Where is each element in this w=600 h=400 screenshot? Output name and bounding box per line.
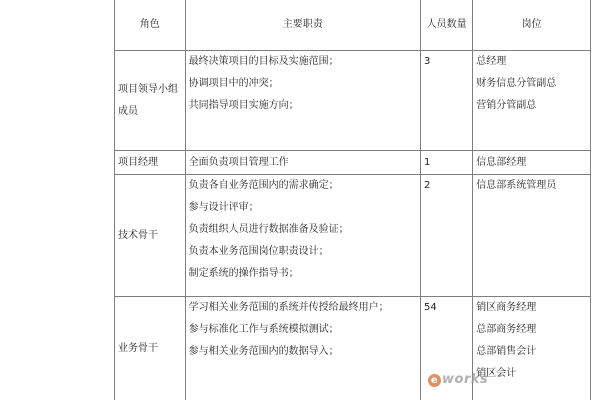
table-row xyxy=(115,51,591,151)
role-cell: 项目领导小组成员 xyxy=(115,51,186,151)
table-row xyxy=(115,151,591,175)
position-line: 销区商务经理 xyxy=(476,302,537,313)
duty-cell xyxy=(185,51,420,151)
duty-cell xyxy=(185,175,420,297)
duty-line: 参与设计评审； xyxy=(188,202,259,213)
duty-line: 最终决策项目的目标及实施范围； xyxy=(188,56,339,67)
header-position: 岗位 xyxy=(473,0,591,51)
header-row xyxy=(115,0,591,51)
duty-cell xyxy=(185,297,420,400)
header-role: 角色 xyxy=(115,0,186,51)
duty-line: 制定系统的操作指导书； xyxy=(188,268,299,279)
position-line: 总部商务经理 xyxy=(476,324,537,335)
duty-line: 参与标准化工作与系统模拟测试； xyxy=(188,324,339,335)
watermark-logo xyxy=(428,372,488,387)
position-cell xyxy=(473,175,591,297)
table-row xyxy=(115,175,591,297)
count-cell: 2 xyxy=(420,175,472,297)
position-line: 财务信息分管副总 xyxy=(476,78,557,89)
position-line: 总部销售会计 xyxy=(476,346,537,357)
duty-line: 负责本业务范围岗位职责设计； xyxy=(188,246,329,257)
position-line: 信息部系统管理员 xyxy=(476,180,557,191)
watermark-badge: e xyxy=(428,374,441,387)
position-line: 总经理 xyxy=(476,56,507,67)
count-cell: 3 xyxy=(420,51,472,151)
position-line: 营销分管副总 xyxy=(476,100,537,111)
header-count: 人员数量 xyxy=(420,0,472,51)
watermark-text: works xyxy=(442,372,489,387)
duty-line: 负责组织人员进行数据准备及验证； xyxy=(188,224,349,235)
table-row xyxy=(115,297,591,400)
count-cell: 54 xyxy=(420,297,472,400)
duty-line: 参与相关业务范围内的数据导入； xyxy=(188,346,339,357)
header-duty: 主要职责 xyxy=(185,0,420,51)
responsibility-table xyxy=(114,0,591,400)
role-cell: 项目经理 xyxy=(115,151,186,175)
duty-line: 学习相关业务范围的系统并传授给最终用户； xyxy=(188,302,389,313)
role-cell: 技术骨干 xyxy=(115,175,186,297)
position-cell xyxy=(473,51,591,151)
position-line: 信息部经理 xyxy=(476,156,527,168)
count-cell: 1 xyxy=(420,151,472,175)
position-line: 销区会计 xyxy=(476,368,517,379)
duty-line: 负责各自业务范围内的需求确定； xyxy=(188,180,339,191)
position-cell xyxy=(473,297,591,400)
duty-line: 全面负责项目管理工作 xyxy=(188,156,289,168)
role-cell: 业务骨干 xyxy=(115,297,186,400)
position-cell xyxy=(473,151,591,175)
duty-cell xyxy=(185,151,420,175)
duty-line: 共同指导项目实施方向； xyxy=(188,100,299,111)
duty-line: 协调项目中的冲突； xyxy=(188,78,279,89)
